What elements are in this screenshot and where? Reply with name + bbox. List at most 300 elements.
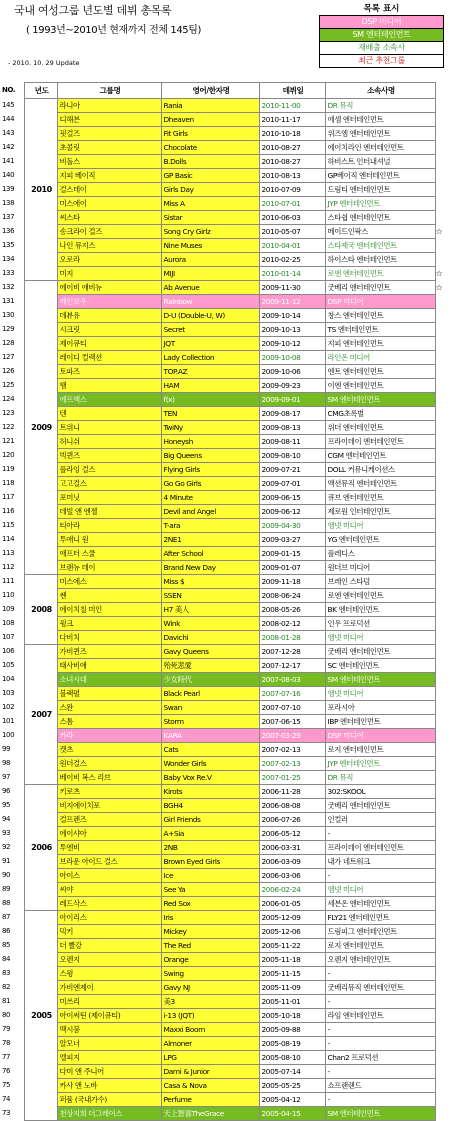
row-number: 89	[2, 885, 11, 893]
english-name: T-ara	[161, 519, 259, 533]
star-mark	[435, 421, 450, 435]
table-row	[0, 687, 450, 701]
debut-date: 2005-07-14	[259, 1065, 325, 1079]
agency-name: SM 엔터테인먼트	[325, 1107, 435, 1121]
table-row	[0, 183, 450, 197]
agency-name: 엠넷 미디어	[325, 687, 435, 701]
star-mark	[435, 1037, 450, 1051]
row-number: 142	[2, 143, 15, 151]
row-number: 144	[2, 115, 15, 123]
english-name: Davichi	[161, 631, 259, 645]
agency-name: FLY21 엔터테인먼트	[325, 911, 435, 925]
star-mark	[435, 799, 450, 813]
row-number: 92	[2, 843, 11, 851]
table-row	[0, 169, 450, 183]
group-name: 디해븐	[57, 113, 161, 127]
row-number: 83	[2, 969, 11, 977]
year-cell: 2006	[24, 785, 57, 911]
group-name: 키로츠	[57, 785, 161, 799]
english-name: Secret	[161, 323, 259, 337]
group-name: 데빌 앤 엔젤	[57, 505, 161, 519]
table-row	[0, 211, 450, 225]
debut-date: 2005-12-06	[259, 925, 325, 939]
legend-item: 최근 추천그룹	[319, 55, 444, 68]
table-row	[0, 533, 450, 547]
row-number: 82	[2, 983, 11, 991]
english-name: The Red	[161, 939, 259, 953]
agency-name: -	[325, 827, 435, 841]
agency-name: Chan2 프로덕션	[325, 1051, 435, 1065]
agency-name: 드림티 엔터테인먼트	[325, 183, 435, 197]
table-row	[0, 757, 450, 771]
debut-date: 2010-11-00	[259, 99, 325, 113]
star-mark	[435, 393, 450, 407]
english-name: Ice	[161, 869, 259, 883]
english-name: Kirots	[161, 785, 259, 799]
debut-date: 2005-12-09	[259, 911, 325, 925]
english-name: Casa & Nova	[161, 1079, 259, 1093]
group-name: 빅퀸즈	[57, 449, 161, 463]
group-name: 햄	[57, 379, 161, 393]
group-name: 카라	[57, 729, 161, 743]
agency-name: 쇼프랜랜드	[325, 1079, 435, 1093]
star-mark	[435, 1009, 450, 1023]
agency-name: SM 엔터테인먼트	[325, 393, 435, 407]
table-row	[0, 323, 450, 337]
table-row	[0, 351, 450, 365]
english-name: Miss $	[161, 575, 259, 589]
debut-date: 2010-02-25	[259, 253, 325, 267]
year-cell: 2008	[24, 575, 57, 645]
star-mark: ☆	[435, 227, 443, 236]
group-name: 가비퀸즈	[57, 645, 161, 659]
star-mark	[435, 771, 450, 785]
star-mark	[435, 939, 450, 953]
row-number: 110	[2, 591, 15, 599]
agency-name: 굿베리 엔터테인먼트	[325, 281, 435, 295]
debut-date: 2006-03-31	[259, 841, 325, 855]
legend-title: 목록 표시	[363, 4, 400, 14]
english-name: Brown Eyed Girls	[161, 855, 259, 869]
row-number: 136	[2, 227, 15, 235]
english-name: Almoner	[161, 1037, 259, 1051]
row-number: 145	[2, 101, 15, 109]
english-name: Swing	[161, 967, 259, 981]
table-row	[0, 589, 450, 603]
group-name: 지피 베이직	[57, 169, 161, 183]
table-row	[0, 113, 450, 127]
agency-name: 드림피그 엔터테인먼트	[325, 925, 435, 939]
table-row	[0, 673, 450, 687]
group-name: 걸스데이	[57, 183, 161, 197]
group-name: 퍼퓸 (국내가수)	[57, 1093, 161, 1107]
agency-name: 엠넷 미디어	[325, 631, 435, 645]
header-year: 년도	[24, 83, 57, 99]
star-mark	[435, 631, 450, 645]
agency-name: 라인온 미디어	[325, 351, 435, 365]
year-cell: 2007	[24, 645, 57, 785]
year-cell: 2005	[24, 911, 57, 1121]
table-row	[0, 659, 450, 673]
debut-date: 2010-08-27	[259, 155, 325, 169]
group-name: 티아라	[57, 519, 161, 533]
group-name: 태사비애	[57, 659, 161, 673]
english-name: Red Sox	[161, 897, 259, 911]
star-mark	[435, 561, 450, 575]
english-name: Gavy NJ	[161, 981, 259, 995]
english-name: Black Pearl	[161, 687, 259, 701]
agency-name: 굿베리 엔터테인먼트	[325, 645, 435, 659]
row-number: 128	[2, 339, 15, 347]
debut-date: 2010-06-03	[259, 211, 325, 225]
star-mark	[435, 323, 450, 337]
agency-name: 로지 엔터테인먼트	[325, 743, 435, 757]
star-mark	[435, 659, 450, 673]
star-mark	[435, 785, 450, 799]
english-name: Fit Girls	[161, 127, 259, 141]
table-row	[0, 309, 450, 323]
agency-name: 내가 네트워크	[325, 855, 435, 869]
row-number: 141	[2, 157, 15, 165]
group-name: 허니쉬	[57, 435, 161, 449]
star-mark	[435, 547, 450, 561]
star-mark	[435, 855, 450, 869]
group-name: 트위니	[57, 421, 161, 435]
table-row	[0, 869, 450, 883]
debut-date: 2005-08-10	[259, 1051, 325, 1065]
header-english-name: 영어/한자명	[161, 83, 259, 99]
english-name: GP Basic	[161, 169, 259, 183]
group-name: 천상지희 더그레이스	[57, 1107, 161, 1121]
row-number: 132	[2, 283, 15, 291]
english-name: Perfume	[161, 1093, 259, 1107]
group-name: 스톰	[57, 715, 161, 729]
table-row	[0, 421, 450, 435]
group-name: 비지에이치포	[57, 799, 161, 813]
english-name: MIJI	[161, 267, 259, 281]
agency-name: 로엔 엔터테인먼트	[325, 267, 435, 281]
star-mark	[435, 981, 450, 995]
group-name: 윙크	[57, 617, 161, 631]
table-row	[0, 1023, 450, 1037]
english-name: 2NE1	[161, 533, 259, 547]
group-name: 캣츠	[57, 743, 161, 757]
english-name: Aurora	[161, 253, 259, 267]
group-name: 포미닛	[57, 491, 161, 505]
table-row	[0, 841, 450, 855]
english-name: Baby Vox Re.V	[161, 771, 259, 785]
agency-name: DSP 미디어	[325, 295, 435, 309]
row-number: 116	[2, 507, 15, 515]
table-row	[0, 505, 450, 519]
agency-name: BK 엔터테인먼트	[325, 603, 435, 617]
star-mark	[435, 253, 450, 267]
agency-name: DOLL 커뮤니케이션스	[325, 463, 435, 477]
table-row	[0, 561, 450, 575]
english-name: Dami & Junior	[161, 1065, 259, 1079]
row-number: 94	[2, 815, 11, 823]
row-number: 95	[2, 801, 11, 809]
page-subtitle: ( 1993년~2010년 현재까지 전체 145팀)	[26, 25, 202, 36]
table-row	[0, 127, 450, 141]
english-name: See Ya	[161, 883, 259, 897]
group-name: 엘피지	[57, 1051, 161, 1065]
star-mark	[435, 757, 450, 771]
english-name: Dheaven	[161, 113, 259, 127]
row-number: 139	[2, 185, 15, 193]
group-name: 아이써틴 (제이큐티)	[57, 1009, 161, 1023]
group-name: 에이샤아	[57, 827, 161, 841]
group-name: 소녀시대	[57, 673, 161, 687]
agency-name: IBP 엔터테인먼트	[325, 715, 435, 729]
debut-date: 2007-12-17	[259, 659, 325, 673]
table-row	[0, 267, 450, 281]
table-row	[0, 911, 450, 925]
agency-name: 엔트 엔터테인먼트	[325, 365, 435, 379]
row-number: 93	[2, 829, 11, 837]
agency-name: TS 엔터테인먼트	[325, 323, 435, 337]
table-row	[0, 701, 450, 715]
english-name: D-U (Double-U, W)	[161, 309, 259, 323]
agency-name: 액션뮤직 엔터테인먼트	[325, 477, 435, 491]
star-mark	[435, 155, 450, 169]
group-name: 아이스	[57, 869, 161, 883]
table-row	[0, 981, 450, 995]
star-mark	[435, 589, 450, 603]
group-name: 레인보우	[57, 295, 161, 309]
row-number: 100	[2, 731, 15, 739]
row-number: 85	[2, 941, 11, 949]
debut-date: 2009-07-01	[259, 477, 325, 491]
agency-name: 프라이데이 엔터테인먼트	[325, 841, 435, 855]
star-mark	[435, 505, 450, 519]
debut-date: 2007-12-28	[259, 645, 325, 659]
table-row	[0, 99, 450, 113]
star-mark	[435, 827, 450, 841]
english-name: LPG	[161, 1051, 259, 1065]
row-number: 126	[2, 367, 15, 375]
agency-name: 이엔 엔터테인먼트	[325, 379, 435, 393]
agency-name: 프라이데이 엔터테인먼트	[325, 435, 435, 449]
star-mark	[435, 645, 450, 659]
row-number: 143	[2, 129, 15, 137]
star-mark	[435, 925, 450, 939]
row-number: 134	[2, 255, 15, 263]
star-mark	[435, 99, 450, 113]
row-number: 102	[2, 703, 15, 711]
table-row	[0, 1009, 450, 1023]
table-row	[0, 141, 450, 155]
table-row	[0, 1107, 450, 1121]
english-name: Gavy Queens	[161, 645, 259, 659]
english-name: Girls Day	[161, 183, 259, 197]
group-name: 가비엔제이	[57, 981, 161, 995]
english-name: After School	[161, 547, 259, 561]
year-cell: 2010	[24, 99, 57, 281]
star-mark	[435, 869, 450, 883]
debut-date: 2006-02-24	[259, 883, 325, 897]
table-row	[0, 883, 450, 897]
row-number: 114	[2, 535, 15, 543]
header-debut-date: 데뷔일	[259, 83, 325, 99]
debut-date: 2009-07-21	[259, 463, 325, 477]
debut-date: 2010-10-18	[259, 127, 325, 141]
debut-date: 2005-11-09	[259, 981, 325, 995]
table-row	[0, 295, 450, 309]
english-name: Lady Collection	[161, 351, 259, 365]
english-name: Ab Avenue	[161, 281, 259, 295]
legend-item: SM 엔터테인먼트	[319, 29, 444, 42]
agency-name: 브레인 스타덤	[325, 575, 435, 589]
row-number: 130	[2, 311, 15, 319]
debut-date: 2005-09-88	[259, 1023, 325, 1037]
star-mark	[435, 183, 450, 197]
debut-date: 2010-07-01	[259, 197, 325, 211]
row-number: 96	[2, 787, 11, 795]
english-name: BGH4	[161, 799, 259, 813]
debut-date: 2010-05-07	[259, 225, 325, 239]
group-name: 다미 앤 주니어	[57, 1065, 161, 1079]
row-number: 138	[2, 199, 15, 207]
agency-name: 제로원 인터테인먼트	[325, 505, 435, 519]
agency-name: 큐브 엔터테인먼트	[325, 491, 435, 505]
english-name: f(x)	[161, 393, 259, 407]
table-row	[0, 337, 450, 351]
table-row	[0, 603, 450, 617]
table-row	[0, 1079, 450, 1093]
debut-date: 2006-03-09	[259, 855, 325, 869]
group-name: 브랜뉴 데이	[57, 561, 161, 575]
agency-name: 오렌지 엔터테인먼트	[325, 953, 435, 967]
group-name: 맥시붐	[57, 1023, 161, 1037]
debut-date: 2005-11-15	[259, 967, 325, 981]
agency-name: SM 엔터테인먼트	[325, 673, 435, 687]
agency-name: 플레디스	[325, 547, 435, 561]
english-name: Nine Muses	[161, 239, 259, 253]
english-name: Rania	[161, 99, 259, 113]
debut-date: 2005-05-25	[259, 1079, 325, 1093]
table-row	[0, 771, 450, 785]
debut-date: 2006-01-05	[259, 897, 325, 911]
star-mark	[435, 1079, 450, 1093]
table-row	[0, 449, 450, 463]
table-row	[0, 743, 450, 757]
english-name: Mickey	[161, 925, 259, 939]
group-name: 애프터 스쿨	[57, 547, 161, 561]
debut-date: 2007-06-15	[259, 715, 325, 729]
debut-date: 2005-10-18	[259, 1009, 325, 1023]
debut-date: 2009-04-30	[259, 519, 325, 533]
table-row	[0, 547, 450, 561]
group-name: 시크릿	[57, 323, 161, 337]
table-row	[0, 631, 450, 645]
debut-date: 2009-03-27	[259, 533, 325, 547]
english-name: Flying Girls	[161, 463, 259, 477]
row-number: 91	[2, 857, 11, 865]
english-name: Go Go Girls	[161, 477, 259, 491]
debut-date: 2009-11-30	[259, 281, 325, 295]
debut-date: 2009-06-12	[259, 505, 325, 519]
english-name: Maxxi Boom	[161, 1023, 259, 1037]
group-name: 제이큐티	[57, 337, 161, 351]
page-header	[0, 0, 450, 80]
agency-name: JYP 엔터테인먼트	[325, 197, 435, 211]
debut-date: 2005-11-18	[259, 953, 325, 967]
group-name: 미쓰리	[57, 995, 161, 1009]
agency-name: -	[325, 1023, 435, 1037]
table-row	[0, 729, 450, 743]
update-date: - 2010. 10. 29 Update	[8, 59, 80, 67]
agency-name: DR 뮤직	[325, 99, 435, 113]
table-row	[0, 1037, 450, 1051]
star-mark	[435, 477, 450, 491]
table-row	[0, 995, 450, 1009]
star-mark	[435, 309, 450, 323]
debut-date: 2005-04-15	[259, 1107, 325, 1121]
row-number: 137	[2, 213, 15, 221]
row-number: 122	[2, 423, 15, 431]
english-name: TEN	[161, 407, 259, 421]
debut-date: 2009-10-08	[259, 351, 325, 365]
star-mark	[435, 141, 450, 155]
star-mark	[435, 351, 450, 365]
agency-name: 창스 엔터테인먼트	[325, 309, 435, 323]
table-row	[0, 575, 450, 589]
english-name: 天上智喜TheGrace	[161, 1107, 259, 1121]
row-number: 119	[2, 465, 15, 473]
group-name: 원더걸스	[57, 757, 161, 771]
row-number: 79	[2, 1025, 11, 1033]
english-name: HAM	[161, 379, 259, 393]
star-mark: ☆	[435, 283, 443, 292]
year-cell: 2009	[24, 281, 57, 575]
english-name: KARA	[161, 729, 259, 743]
debut-date: 2010-07-09	[259, 183, 325, 197]
star-mark	[435, 449, 450, 463]
debut-date: 2009-06-15	[259, 491, 325, 505]
english-name: Honeysh	[161, 435, 259, 449]
star-mark	[435, 197, 450, 211]
agency-name: YG 엔터테인먼트	[325, 533, 435, 547]
debut-date: 2009-08-17	[259, 407, 325, 421]
star-mark	[435, 813, 450, 827]
agency-name: 포라시아	[325, 701, 435, 715]
table-row	[0, 939, 450, 953]
table-row	[0, 477, 450, 491]
star-mark	[435, 673, 450, 687]
english-name: Sistar	[161, 211, 259, 225]
group-name: 투엔비	[57, 841, 161, 855]
english-name: Orange	[161, 953, 259, 967]
row-number: 103	[2, 689, 15, 697]
debut-date: 2007-02-13	[259, 757, 325, 771]
english-name: 4 Minute	[161, 491, 259, 505]
star-mark	[435, 519, 450, 533]
group-name: 미지	[57, 267, 161, 281]
agency-name: -	[325, 1093, 435, 1107]
group-name: 오로라	[57, 253, 161, 267]
row-number: 129	[2, 325, 15, 333]
group-name: 베이비 복스 리브	[57, 771, 161, 785]
row-number: 106	[2, 647, 15, 655]
row-number: 78	[2, 1039, 11, 1047]
debut-date: 2009-08-13	[259, 421, 325, 435]
star-mark	[435, 995, 450, 1009]
row-number: 105	[2, 661, 15, 669]
row-number: 109	[2, 605, 15, 613]
group-name: 데뷰유	[57, 309, 161, 323]
header-star-spacer	[435, 83, 450, 99]
